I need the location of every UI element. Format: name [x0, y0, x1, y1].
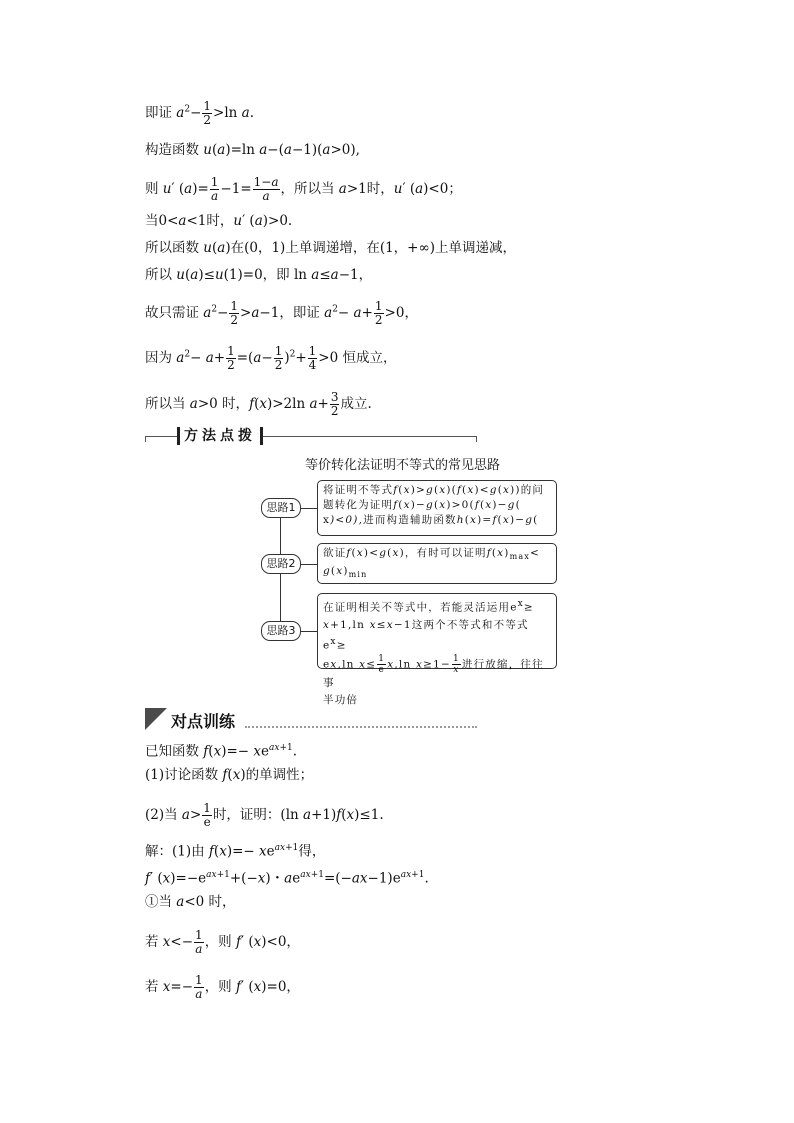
practice-line-1: 已知函数 $f(x)=- xe^{ax+1}$.: [145, 743, 298, 760]
proof-line-5: 所以函数 u(a)在(0，1)上单调递增，在(1，+∞)上单调递减，: [145, 240, 517, 256]
proof-line-9: 所以当 a>0 时，f(x)>2ln a+ $\frac{3}{2}$ 成立.: [145, 390, 372, 418]
practice-line-3: (2)当 a> $\frac{1}{e}$ 时，证明：(ln a+1)f(x)≤1.: [145, 801, 384, 829]
idea-box-3: 在证明相关不等式中，若能灵活运用$e^x\ge$ x+1,ln x≤x−1这两个不等式和不等式$e^x\ge$ ex,ln x≤ $\frac{1}{e}$ x,ln x≥1− $\frac{1}{x}$ 进行放缩，往往事 半功倍: [317, 593, 557, 669]
practice-line-7: 若 x<− $\frac{1}{a}$ ，则 f′ (x)<0，: [145, 928, 300, 956]
proof-line-7: 故只需证 $a^2-$ $\frac{1}{2}$ >a−1，即证 $a^2- a+$ $\frac{1}{2}$ >0，: [145, 299, 418, 327]
practice-line-4: 解：(1)由 $f(x)=- xe^{ax+1}$得，: [145, 843, 326, 860]
method-header-tick-right: [476, 436, 477, 442]
practice-header: [145, 708, 477, 730]
connector-3: [299, 631, 317, 632]
proof-line-6: 所以 u(a)≤u(1)=0，即 ln a≤a−1，: [145, 267, 373, 283]
node-idea-2: 思路2: [261, 554, 301, 574]
practice-header-label: 对点训练: [171, 712, 236, 731]
proof-line-2: 构造函数 u(a)=ln a−(a−1)(a>0),: [145, 142, 360, 158]
practice-line-6: ①当 a<0 时，: [145, 894, 236, 910]
connector-2: [299, 564, 317, 565]
connector-1: [299, 508, 317, 509]
proof-line-4: 当0<a<1时，u′ (a)>0.: [145, 213, 293, 229]
idea-box-2: 欲证f(x)<g(x)，有时可以证明$f(x)_{max}<$ $g(x)_{min}$: [317, 543, 557, 584]
diagram-title: 等价转化法证明不等式的常见思路: [305, 458, 501, 473]
proof-line-1: 即证 $a^2-$ $\frac{1}{2}$ >ln a.: [145, 99, 255, 127]
proof-line-3: 则 u′ (a)= $\frac{1}{a}$ −1= $\frac{1-a}{a}$ ，所以当 a>1时，u′ (a)<0；: [145, 175, 462, 203]
node-idea-1: 思路1: [261, 498, 301, 518]
practice-header-mark: [145, 708, 167, 730]
practice-line-5: f′ $(x)=-e^{ax+1}+(-x)$・$ae^{ax+1}=(-ax-1)e^{ax+1}$.: [145, 870, 429, 887]
method-header: [145, 428, 477, 446]
node-idea-3: 思路3: [261, 621, 301, 641]
practice-line-8: 若 x=− $\frac{1}{a}$ ，则 f′ (x)=0，: [145, 973, 300, 1001]
proof-line-8: 因为 $a^2- a+$ $\frac{1}{2}$ =(a− $\frac{1}{2}$ )$^2$+ $\frac{1}{4}$ >0 恒成立，: [145, 344, 397, 372]
idea-box-1: 将证明不等式f(x)>g(x)(f(x)<g(x))的问 题转化为证明f(x)−g(x)>0(f(x)−g( x)<0),进而构造辅助函数h(x)=f(x)−g(: [317, 480, 557, 536]
method-header-tick-left: [145, 436, 146, 442]
practice-header-rule: [245, 726, 477, 728]
method-header-label: 方法点拨: [177, 427, 263, 445]
practice-line-2: (1)讨论函数 f(x)的单调性；: [145, 767, 314, 783]
